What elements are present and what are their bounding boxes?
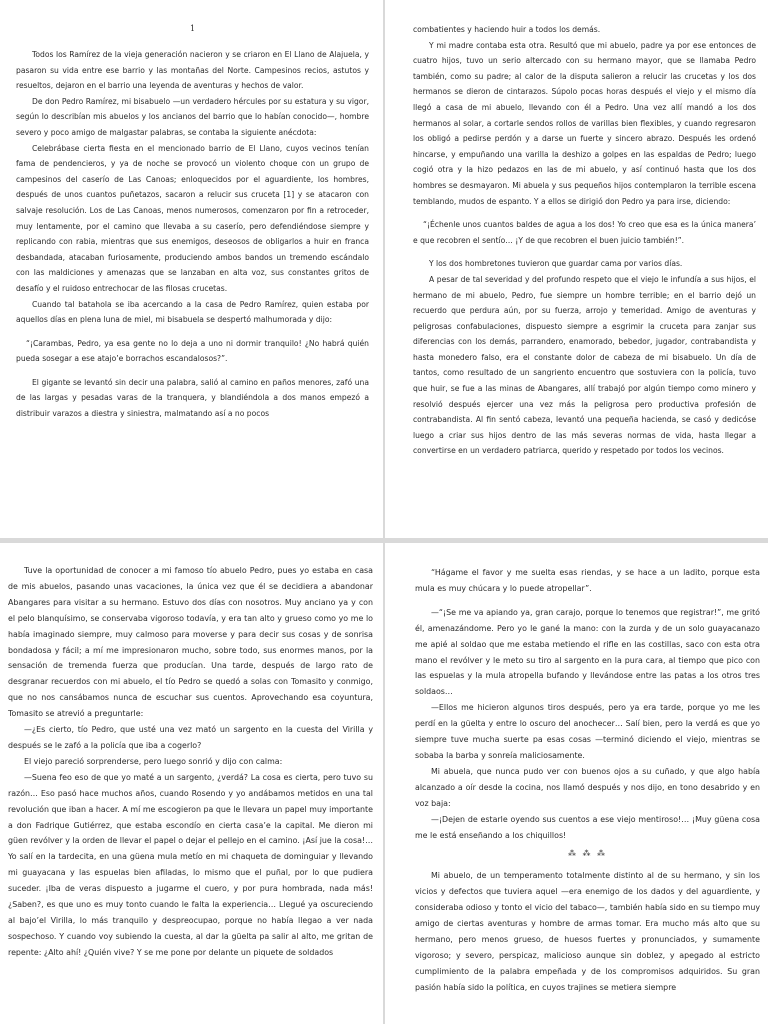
paragraph: Todos los Ramírez de la vieja generación nacieron y se criaron en El Llano de Alajuela, y pasaron su vida entre ese barrio y las montañas del Norte. Campesinos recios, astutos y resueltos, dejaron en el barrio una leyenda de aventuras y hechos de valor. bbox=[16, 50, 369, 91]
paragraph: Tuve la oportunidad de conocer a mi famoso tío abuelo Pedro, pues yo estaba en casa de mis abuelos, pasando unas vacaciones, la única vez que él se decidiera a abandonar Abangares para visitar a su hermano. Estuvo dos días con nosotros. Muy anciano ya y con el pelo blanquísimo, se conservaba vigoroso todavía, y era tan alto y grueso como yo me lo había imaginado siempre, muy calmoso para moverse y para decir sus cosas y de sonrisa bondadosa y fácil; a mí me impresionaron mucho, sobre todo, sus enormes manos, por la sensación de tremenda fuerza que producían. Una tarde, después de largo rato de desgranar recuerdos con mi abuelo, el tío Pedro se quedó a solas con Tomasito y conmigo, que no nos cansábamos nunca de escuchar sus cuentos. Aprovechando esa coyuntura, Tomasito se atrevió a preguntarle: bbox=[8, 566, 373, 719]
page-1-text bbox=[16, 47, 369, 422]
page-3-text bbox=[8, 563, 373, 961]
paragraph: Cuando tal batahola se iba acercando a la casa de Pedro Ramírez, quien estaba por aquellos días en plena luna de miel, mi bisabuela se despertó malhumorada y dijo: bbox=[16, 299, 369, 325]
quote-paragraph: “¡Carambas, Pedro, ya esa gente no lo deja a uno ni dormir tranquilo! ¿No habrá quién pueda sosegar a ese atajo’e borrachos escandalosos?”. bbox=[16, 338, 369, 364]
dialogue-paragraph: —¡Dejen de estarle oyendo sus cuentos a ese viejo mentiroso!… ¡Muy güena cosa me le está enseñando a los chiquillos! bbox=[415, 814, 760, 840]
paragraph: Mi abuelo, de un temperamento totalmente distinto al de su hermano, y sin los vicios y defectos que tuviera aquel —era enemigo de los dados y del aguardiente, y consideraba odioso y tonto el vicio del tabaco—, también había sido en su tiempo muy amigo de ciertas aventuras y hombre de armas tomar. Era mucho más alto que su hermano, pero menos grueso, de huesos fuertes y pronunciados, y sumamente vigoroso; y severo, perspicaz, malicioso aunque sin doblez, y apegado al estricto cumplimiento de la palabra empeñada y de los compromisos adquiridos. Su gran pasión había sido la política, en cuyos trajines se metiera siempre bbox=[415, 871, 760, 992]
dialogue-paragraph: —“¡Se me va apiando ya, gran carajo, porque lo tenemos que registrar!”, me gritó él, amenazándome. Pero yo le gané la mano: con la zurda y de un solo guayacanazo me apié al soldao que me estaba metiendo el rifle en las costillas, saco con esta otra mano el revólver y le meto su tiro al sargento en la pura cara, al tiempo que pico con las espuelas y la mula atropella bufando y llevándose entre las patas a los otros tres soldaos… bbox=[415, 607, 760, 697]
paragraph: Mi abuela, que nunca pudo ver con buenos ojos a su cuñado, y que algo había alcanzado a oír desde la cocina, nos llamó después y nos dijo, en tono desabrido y en voz baja: bbox=[415, 766, 760, 808]
page-4-text bbox=[415, 565, 760, 996]
dialogue-paragraph: —Suena feo eso de que yo maté a un sargento, ¿verdá? La cosa es cierta, pero tuvo su razón… Eso pasó hace muchos años, cuando Rosendo y yo andábamos metidos en una tal revolución que iban a hacer. A mí me escogieron pa que le llevara un papel muy importante a don Fadrique Gutiérrez, que estaba escondío en cierta casa’e la capital. Me dieron mi güen revólver y la orden de llevar el papel o dejar el pellejo en el camino. ¡Así jue la cosa!… Yo salí en la tardecita, en una güena mula metío en mi chaqueta de dominguiar y llevando mi guayacana y las espuelas bien afiladas, lo mismo que el puñal, por lo que pudiera suceder. ¡Iba de veras dispuesto a jugarme el cuero, y por pura hombrada, nada más! ¿Saben?, es que uno es muy tonto cuando le falta la experiencia… Llegué ya oscureciendo al bajo’el Virilla, lo más tranquilo y despreocupao, porque no había llegao a ver nada sospechoso. Y cuando voy subiendo la cuesta, al dar la güelta pa salir al alto, me gritan de repente: ¿Alto ahí! ¿Quién vive? Y se me pone por delante un piquete de soldados bbox=[8, 772, 373, 957]
dialogue-paragraph: —¿Es cierto, tío Pedro, que usté una vez mató un sargento en la cuesta del Virilla y después se le zafó a la policía que iba a cogerlo? bbox=[8, 725, 373, 750]
section-separator: ⁂ ⁂ ⁂ bbox=[567, 849, 608, 859]
paragraph: A pesar de tal severidad y del profundo respeto que el viejo le infundía a sus hijos, el hermano de mi abuelo, Pedro, fue siempre un hombre terrible; en el barrio dejó un recuerdo que perdura aún, por su fuerza, arrojo y temeridad. Amigo de aventuras y peligrosas confabulaciones, dispuesto siempre a esgrimir la cruceta para zanjar sus diferencias con los demás, parrandero, enamorado, bebedor, jugador, contrabandista y hasta monedero falso, era el constante dolor de cabeza de mi bisabuelo. Un día de tantos, como resultado de un sangriento encuentro que sostuviera con la policía, tuvo que huir, se fue a las minas de Abangares, allí trabajó por algún tiempo como minero y resolvió después ejercer una vez más la peligrosa pero productiva profesión de contrabandista. Al fin sentó cabeza, levantó una pequeña hacienda, se casó y dedicóse luego a criar sus hijos dentro de las más severas normas de vida, hasta llegar a convertirse en un verdadero patriarca, querido y respetado por todos los vecinos. bbox=[413, 274, 756, 456]
dialogue-paragraph: —Ellos me hicieron algunos tiros después, pero ya era tarde, porque yo me les perdí en la güelta y entre lo oscuro del anochecer… Salí bien, pero la verdá es que yo siempre tuve mucha suerte pa esas cosas —terminó diciendo el viejo, mientras se sobaba la barba y sonreía maliciosamente. bbox=[415, 703, 760, 760]
quote-paragraph: “¡Échenle unos cuantos baldes de agua a los dos! Yo creo que esa es la única manera’ e que recobren el sentío… ¡Y de que recobren el buen juicio también!”. bbox=[413, 220, 756, 245]
paragraph: Y los dos hombretones tuvieron que guardar cama por varios días. bbox=[429, 259, 683, 269]
paragraph: De don Pedro Ramírez, mi bisabuelo —un verdadero hércules por su estatura y su vigor, según lo describían mis abuelos y los ancianos del barrio que lo habían conocido—, hombre severo y poco amigo de malgastar palabras, se contaba la siguiente anécdota: bbox=[16, 96, 369, 137]
page-2-text bbox=[413, 22, 756, 459]
page-4 bbox=[385, 543, 768, 1024]
paragraph: Celebrábase cierta fiesta en el mencionado barrio de El Llano, cuyos vecinos tenían fama de pendencieros, y ya de noche se provocó un violento choque con un grupo de campesinos del caserío de Las Canoas; enloquecidos por el aguardiente, los hombres, después de unos cuantos puñetazos, sacaron a relucir sus cruceta [1] y se atacaron con salvaje resolución. Los de Las Canoas, menos numerosos, comenzaron por fin a retroceder, muy lentamente, por el camino que llevaba a su caserío, pero defendiéndose siempre y replicando con rabia, mientras que sus enemigos, deseosos de obligarlos a huir en franca desbandada, atacaban furiosamente, produciendo ambos bandos un tremendo escándalo con las maldiciones y amenazas que se lanzaban en alta voz, sus constantes gritos de desafío y el ruidoso entrechocar de las filosas crucetas. bbox=[16, 143, 369, 293]
quote-paragraph: “Hágame el favor y me suelta esas riendas, y se hace a un ladito, porque esta mula es muy chúcara y lo puede atropellar”. bbox=[415, 568, 760, 593]
paragraph: combatientes y haciendo huir a todos los demás. bbox=[413, 25, 601, 34]
page-3 bbox=[0, 543, 383, 1024]
page-number: 1 bbox=[189, 24, 196, 33]
paragraph: El viejo pareció sorprenderse, pero luego sonrió y dijo con calma: bbox=[24, 756, 283, 766]
paragraph: El gigante se levantó sin decir una palabra, salió al camino en paños menores, zafó una de las largas y pesadas varas de la tranquera, y blandiéndola a dos manos empezó a distribuir varazos a diestra y siniestra, malmatando así a no pocos bbox=[16, 377, 369, 419]
page-1 bbox=[0, 0, 383, 538]
page-2 bbox=[385, 0, 768, 538]
paragraph: Y mi madre contaba esta otra. Resultó que mi abuelo, padre ya por ese entonces de cuatro hijos, tuvo un serio altercado con su hermano mayor, que se llamaba Pedro también, como su padre; al calor de la disputa salieron a relucir las crucetas y los dos hermanos se dieron de cintarazos. Súpolo pocas horas después el viejo y el mismo día llegó a casa de mi abuelo, llevando con él a Pedro. Una vez allí mandó a los dos hermanos al solar, a cortarle sendos rollos de varillas bien flexibles, y cuando regresaron los obligó a pedirse perdón y a darse un fuerte y sincero abrazo. Después les ordenó hincarse, y empuñando una varilla la deshizo a golpes en las espaldas de Pedro; luego cogió otra y la hizo pedazos en las de mi abuelo, y así continuó hasta que los dos hombres se desmayaron. Mi abuela y sus pequeños hijos contemplaron la terrible escena temblando, mudos de espanto. Y a ellos se dirigió don Pedro ya para irse, diciendo: bbox=[413, 40, 756, 206]
